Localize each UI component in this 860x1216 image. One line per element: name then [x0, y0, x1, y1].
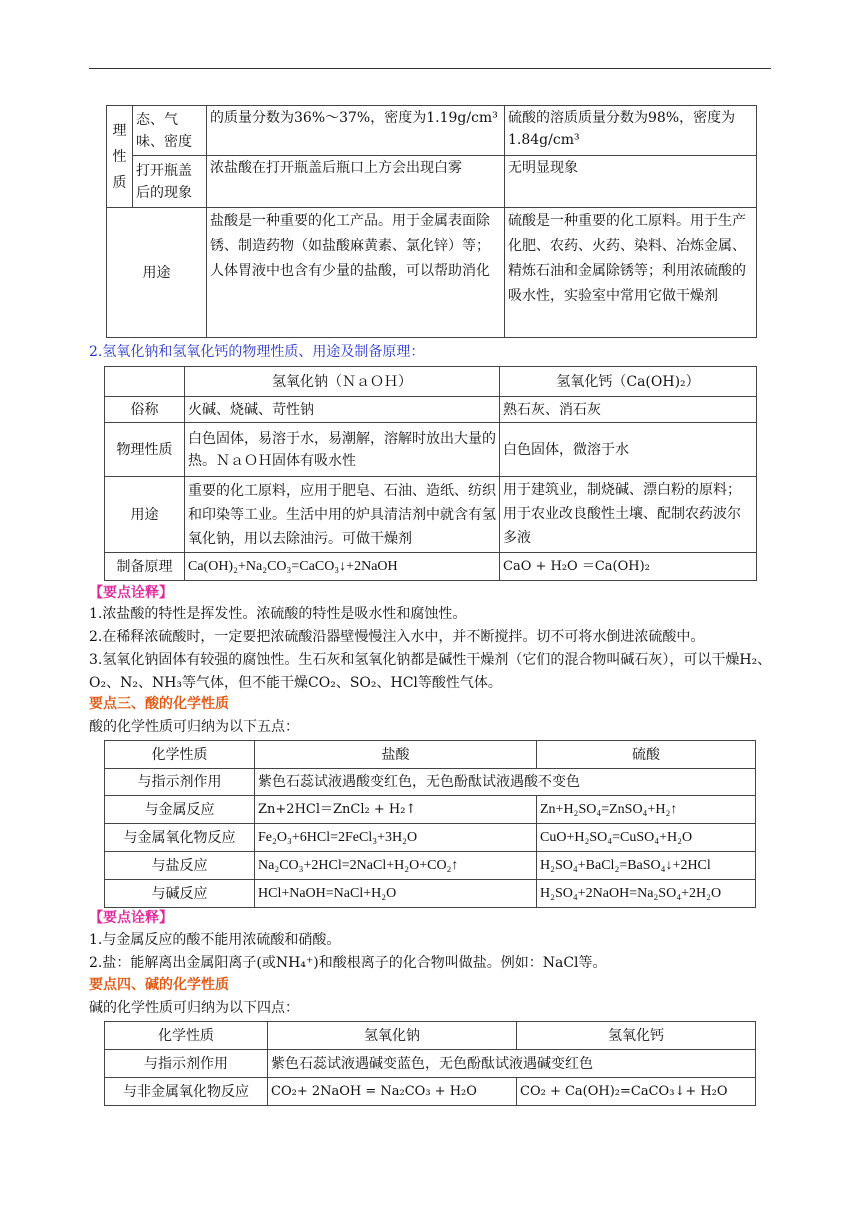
row-open-label: 打开瓶盖后的现象	[133, 156, 207, 208]
physical-label: 物理性质	[105, 423, 185, 477]
base-r2-label: 与非金属氧化物反应	[105, 1078, 268, 1106]
h2so4-use-cell: 硫酸是一种重要的化工原料。用于生产化肥、农药、火药、染料、冶炼金属、精炼石油和金属除锈等；利用浓硫酸的吸水性，实验室中常用它做干燥剂	[505, 208, 757, 338]
note-1-p2: 2.在稀释浓硫酸时，一定要把浓硫酸沿器壁慢慢注入水中，并不断搅拌。切不可将水倒进浓硫酸中。	[89, 629, 705, 645]
section-2-title: 2.氢氧化钠和氢氧化钙的物理性质、用途及制备原理：	[89, 344, 425, 360]
acid-r3-h2so4: CuO+H₂SO₄=CuSO₄+H₂O	[537, 824, 756, 852]
acid-indicator: 紫色石蕊试液遇酸变红色，无色酚酞试液遇酸不变色	[255, 769, 756, 796]
base-r2-naoh: CO₂+ 2NaOH = Na₂CO₃ + H₂O	[268, 1078, 517, 1106]
acid-r3-label: 与金属氧化物反应	[105, 824, 255, 852]
caoh-physical: 白色固体，微溶于水	[500, 423, 757, 477]
section-3-intro: 酸的化学性质可归纳为以下五点：	[89, 719, 299, 735]
note-1-p3: 3.氢氧化钠固体有较强的腐蚀性。生石灰和氢氧化钠都是碱性干燥剂（它们的混合物叫碱石灰），可以干燥H₂、O₂、N₂、NH₃等气体，但不能干燥CO₂、SO₂、HCl等酸性气体。	[89, 652, 772, 691]
acid-chemical-table	[104, 740, 756, 908]
base-h-naoh: 氢氧化钠	[268, 1022, 517, 1050]
base-physical-table	[104, 366, 757, 581]
base-h-property: 化学性质	[105, 1022, 268, 1050]
acid-physical-table	[106, 105, 757, 338]
hcl-use-cell: 盐酸是一种重要的化工产品。用于金属表面除锈、制造药物（如盐酸麻黄素、氯化锌）等；人体胃液中也含有少量的盐酸，可以帮助消化	[207, 208, 505, 338]
naoh-common-name: 火碱、烧碱、苛性钠	[185, 397, 500, 423]
acid-r5-hcl: HCl+NaOH=NaCl+H₂O	[255, 880, 537, 908]
caoh-header: 氢氧化钙（Ca(OH)₂）	[500, 367, 757, 397]
caoh-prep: CaO + H₂O ＝Ca(OH)₂	[500, 553, 757, 581]
caoh-common-name: 熟石灰、消石灰	[500, 397, 757, 423]
naoh-physical: 白色固体，易溶于水，易潮解，溶解时放出大量的热。ＮａＯＨ固体有吸水性	[185, 423, 500, 477]
caoh-use: 用于建筑业，制烧碱、漂白粉的原料；用于农业改良酸性土壤、配制农药波尔多液	[500, 477, 757, 553]
h2so4-open-cell: 无明显现象	[505, 156, 757, 208]
base-r1-label: 与指示剂作用	[105, 1050, 268, 1078]
acid-h-hcl: 盐酸	[255, 741, 537, 769]
note-2-title: 【要点诠释】	[89, 910, 173, 926]
acid-r5-label: 与碱反应	[105, 880, 255, 908]
acid-r4-hcl: Na₂CO₃+2HCl=2NaCl+H₂O+CO₂↑	[255, 852, 537, 880]
section-3-title: 要点三、酸的化学性质	[89, 696, 229, 712]
note-2-p1: 1.与金属反应的酸不能用浓硫酸和硝酸。	[89, 932, 341, 948]
note-1-p1: 1.浓盐酸的特性是挥发性。浓硫酸的特性是吸水性和腐蚀性。	[89, 606, 467, 622]
common-name-label: 俗称	[105, 397, 185, 423]
note-2-p2: 2.盐：能解离出金属阳离子(或NH₄⁺)和酸根离子的化合物叫做盐。例如：NaCl等。	[89, 955, 607, 971]
section-4-title: 要点四、碱的化学性质	[89, 977, 229, 993]
acid-r3-hcl: Fe₂O₃+6HCl=2FeCl₃+3H₂O	[255, 824, 537, 852]
acid-r2-hcl: Zn+2HCl＝ZnCl₂ + H₂↑	[255, 796, 537, 824]
use-label-2: 用途	[105, 477, 185, 553]
base-r2-caoh: CO₂ + Ca(OH)₂=CaCO₃↓+ H₂O	[517, 1078, 756, 1106]
acid-r2-h2so4: Zn+H₂SO₄=ZnSO₄+H₂↑	[537, 796, 756, 824]
acid-h-property: 化学性质	[105, 741, 255, 769]
use-label: 用途	[107, 208, 207, 338]
section-4-intro: 碱的化学性质可归纳为以下四点：	[89, 1000, 299, 1016]
hcl-open-cell: 浓盐酸在打开瓶盖后瓶口上方会出现白雾	[207, 156, 505, 208]
acid-r2-label: 与金属反应	[105, 796, 255, 824]
base-h-caoh: 氢氧化钙	[517, 1022, 756, 1050]
base-chemical-table	[104, 1021, 756, 1106]
naoh-header: 氢氧化钠（ＮａＯＨ）	[185, 367, 500, 397]
base-indicator: 紫色石蕊试液遇碱变蓝色，无色酚酞试液遇碱变红色	[268, 1050, 756, 1078]
naoh-use: 重要的化工原料，应用于肥皂、石油、造纸、纺织和印染等工业。生活中用的炉具清洁剂中就含有氢氧化钠，用以去除油污。可做干燥剂	[185, 477, 500, 553]
acid-r1-label: 与指示剂作用	[105, 769, 255, 796]
h2so4-state-cell: 硫酸的溶质质量分数为98%，密度为1.84g/cm³	[505, 106, 757, 156]
prep-label: 制备原理	[105, 553, 185, 581]
hcl-state-cell: 的质量分数为36%～37%，密度为1.19g/cm³	[207, 106, 505, 156]
acid-r5-h2so4: H₂SO₄+2NaOH=Na₂SO₄+2H₂O	[537, 880, 756, 908]
acid-h-h2so4: 硫酸	[537, 741, 756, 769]
acid-r4-h2so4: H₂SO₄+BaCl₂=BaSO₄↓+2HCl	[537, 852, 756, 880]
header-rule	[89, 68, 771, 69]
naoh-prep: Ca(OH)₂+Na₂CO₃=CaCO₃↓+2NaOH	[185, 553, 500, 581]
acid-r4-label: 与盐反应	[105, 852, 255, 880]
note-1-title: 【要点诠释】	[89, 585, 173, 601]
physical-property-label: 理 性 质	[107, 106, 133, 208]
row-state-label: 态、气味、密度	[133, 106, 207, 156]
